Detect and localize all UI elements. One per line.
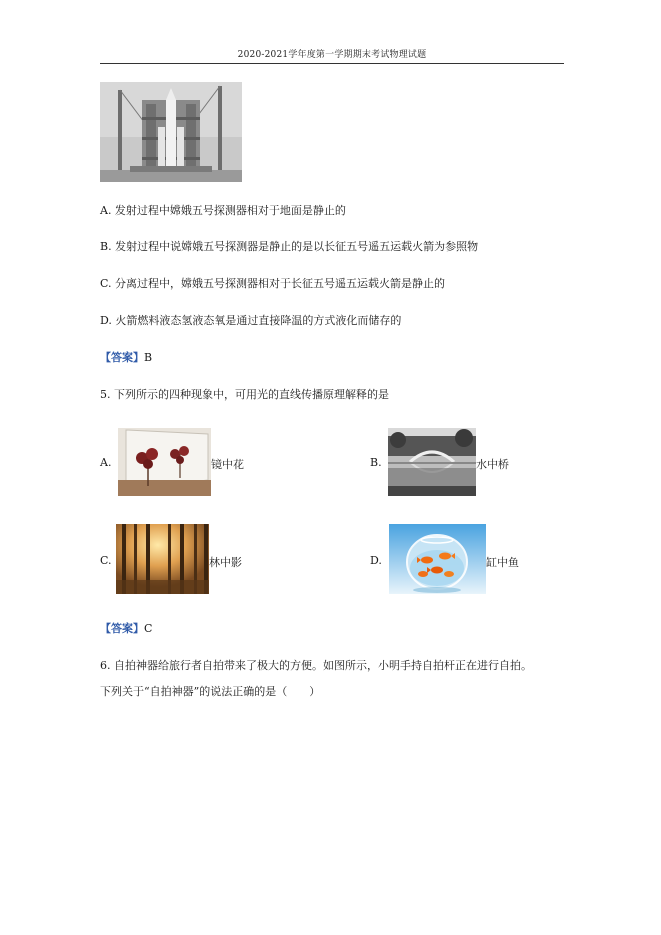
answer-tag: 【答案】 [100, 351, 144, 364]
mirror-flower-image [118, 428, 211, 496]
q5-option-a-caption: 镜中花 [211, 458, 244, 471]
q5-answer [100, 620, 152, 636]
q4-option-a: A. 发射过程中嫦娥五号探测器相对于地面是静止的 [100, 204, 346, 217]
q5-option-c-caption: 林中影 [209, 556, 242, 569]
forest-shadow-image [116, 524, 209, 594]
header-divider [100, 63, 564, 64]
q5-option-c-letter: C. [100, 554, 112, 567]
bridge-reflection-image [388, 428, 476, 496]
answer-tag: 【答案】 [100, 622, 144, 635]
q4-answer [100, 349, 152, 365]
q6-stem-line2: 下列关于“自拍神器”的说法正确的是（ ） [100, 685, 321, 698]
page-header: 2020-2021学年度第一学期期末考试物理试题 [237, 50, 427, 60]
q4-option-c: C. 分离过程中，嫦娥五号探测器相对于长征五号遥五运载火箭是静止的 [100, 277, 446, 290]
q5-option-d-caption: 缸中鱼 [486, 556, 519, 569]
q6-stem-line1: 6. 自拍神器给旅行者自拍带来了极大的方便。如图所示，小明手持自拍杆正在进行自拍。 [100, 659, 532, 672]
q5-option-a-letter: A. [100, 456, 112, 469]
q4-option-d: D. 火箭燃料液态氢液态氧是通过直接降温的方式液化而储存的 [100, 314, 402, 327]
q4-option-b: B. 发射过程中说嫦娥五号探测器是静止的是以长征五号遥五运载火箭为参照物 [100, 240, 479, 253]
q5-option-d-letter: D. [370, 554, 382, 567]
q5-option-b-letter: B. [370, 456, 382, 469]
rocket-launch-photo [100, 82, 242, 182]
fishbowl-image [389, 524, 486, 594]
q5-option-b-caption: 水中桥 [476, 458, 509, 471]
answer-value: C [144, 622, 153, 635]
q5-stem: 5. 下列所示的四种现象中，可用光的直线传播原理解释的是 [100, 388, 389, 401]
answer-value: B [144, 351, 153, 364]
